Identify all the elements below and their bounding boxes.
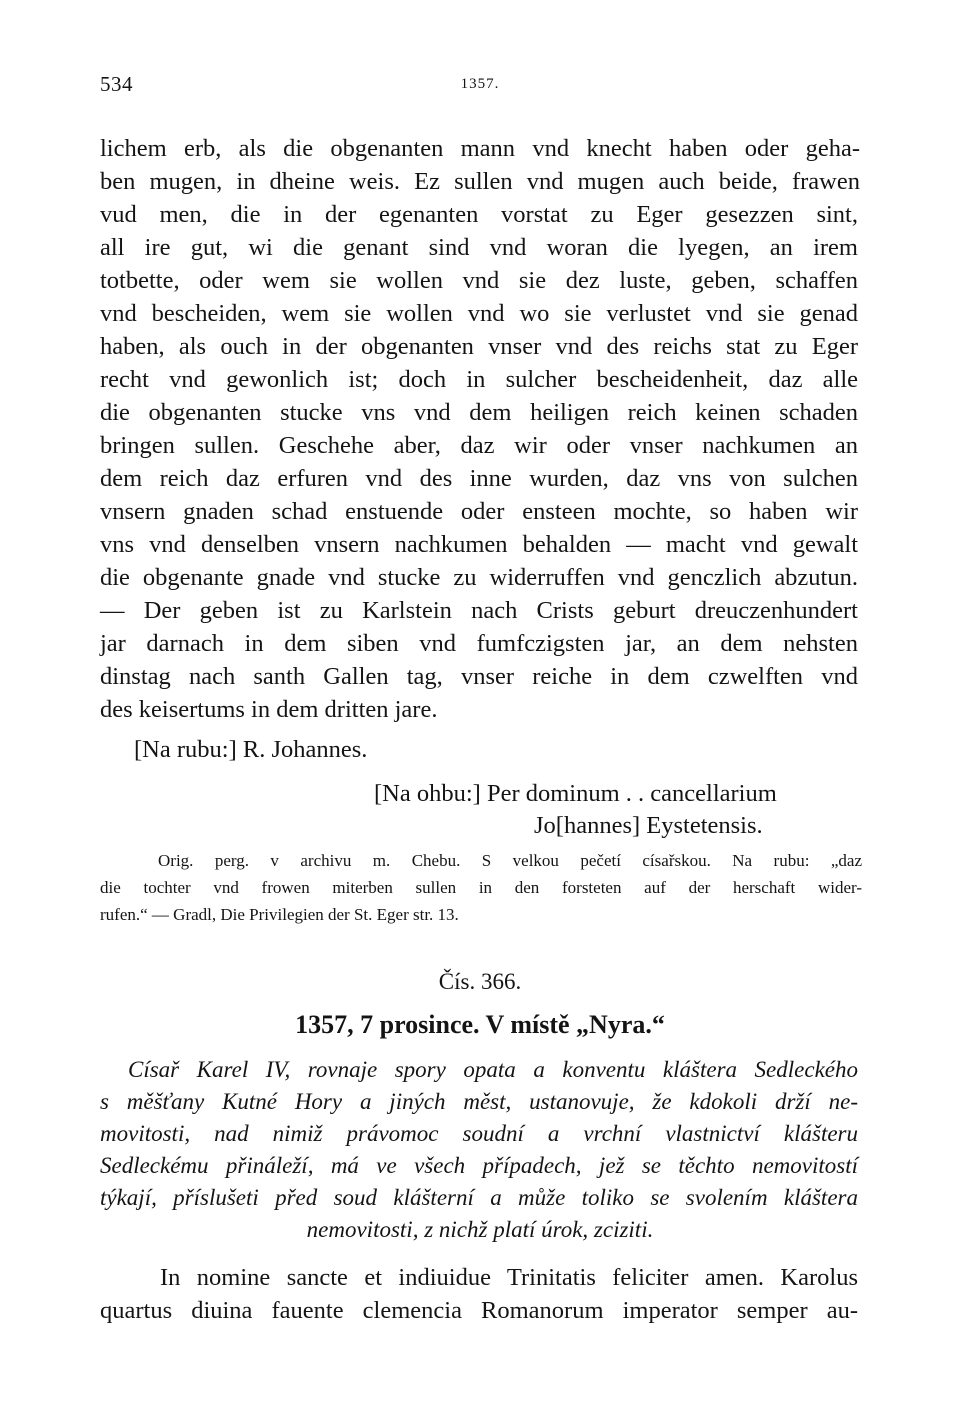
regest-line: Císař Karel IV, rovnaje spory opata a konventu kláštera Sedleckého [128, 1057, 858, 1082]
text-line: jar darnach in dem siben vnd fumfczigsten jar, an dem nehsten [100, 630, 858, 657]
recto-signature-line: Jo[hannes] Eystetensis. [534, 812, 763, 839]
note-line: Orig. perg. v archivu m. Chebu. S velkou pečetí císařskou. Na rubu: „daz [158, 851, 862, 870]
text-line: all ire gut, wi die genant sind vnd woran die lyegen, an irem [100, 234, 858, 261]
text-line: vnd bescheiden, wem sie wollen vnd wo sie verlustet vnd sie genad [100, 300, 858, 327]
text-line: dinstag nach santh Gallen tag, vnser reiche in dem czwelften vnd [100, 663, 858, 690]
note-line: die tochter vnd frowen miterben sullen in den forsteten auf der herschaft wider- [100, 878, 862, 897]
document-number: Čís. 366. [438, 969, 522, 994]
recto-signature-line: [Na ohbu:] Per dominum . . cancellarium [374, 780, 777, 807]
page-number: 534 [100, 72, 133, 96]
text-line: vud men, die in der egenanten vorstat zu Eger gesezzen sint, [100, 201, 858, 228]
regest-line: s měšťany Kutné Hory a jiných měst, ustanovuje, že kdokoli drží ne- [100, 1089, 858, 1114]
note-line: rufen.“ — Gradl, Die Privilegien der St. Eger str. 13. [100, 905, 459, 924]
text-line: — Der geben ist zu Karlstein nach Crists geburt dreuczenhundert [100, 597, 858, 624]
running-year: 1357. [460, 76, 500, 92]
text-line: haben, als ouch in der obgenanten vnser vnd des reichs stat zu Eger [100, 333, 858, 360]
verso-signature: [Na rubu:] R. Johannes. [134, 736, 368, 763]
text-line: dem reich daz erfuren vnd des inne wurden, daz vns von sulchen [100, 465, 858, 492]
text-line: recht vnd gewonlich ist; doch in sulcher bescheidenheit, daz alle [100, 366, 858, 393]
text-line: die obgenanten stucke vns vnd dem heiligen reich keinen schaden [100, 399, 858, 426]
document-heading: 1357, 7 prosince. V místě „Nyra.“ [295, 1010, 665, 1039]
regest-line: Sedleckému přináleží, má ve všech případech, jež se těchto nemovitostí [100, 1153, 858, 1178]
text-line: die obgenante gnade vnd stucke zu widerruffen vnd genczlich abzutun. [100, 564, 858, 591]
text-line: quartus diuina fauente clemencia Romanorum imperator semper au- [100, 1297, 858, 1324]
text-line: ben mugen, in dheine weis. Ez sullen vnd mugen auch beide, frawen [100, 168, 860, 195]
text-line: des keisertums in dem dritten jare. [100, 696, 438, 723]
regest-line: movitosti, nad nimiž právomoc soudní a vrchní vlastnictví klášteru [100, 1121, 858, 1146]
text-line: vnsern gnaden schad enstuende oder ensteen mochte, so haben wir [100, 498, 858, 525]
text-line: bringen sullen. Geschehe aber, daz wir oder vnser nachkumen an [100, 432, 858, 459]
text-line: In nomine sancte et indiuidue Trinitatis feliciter amen. Karolus [160, 1264, 858, 1291]
text-line: totbette, oder wem sie wollen vnd sie dez luste, geben, schaffen [100, 267, 858, 294]
text-line: lichem erb, als die obgenanten mann vnd knecht haben oder geha- [100, 135, 860, 162]
regest-line: týkají, příslušeti před soud klášterní a může toliko se svolením kláštera [100, 1185, 858, 1210]
text-line: vns vnd denselben vnsern nachkumen behalden — macht vnd gewalt [100, 531, 858, 558]
regest-line: nemovitosti, z nichž platí úrok, zciziti. [306, 1217, 654, 1242]
page-header [100, 72, 860, 102]
